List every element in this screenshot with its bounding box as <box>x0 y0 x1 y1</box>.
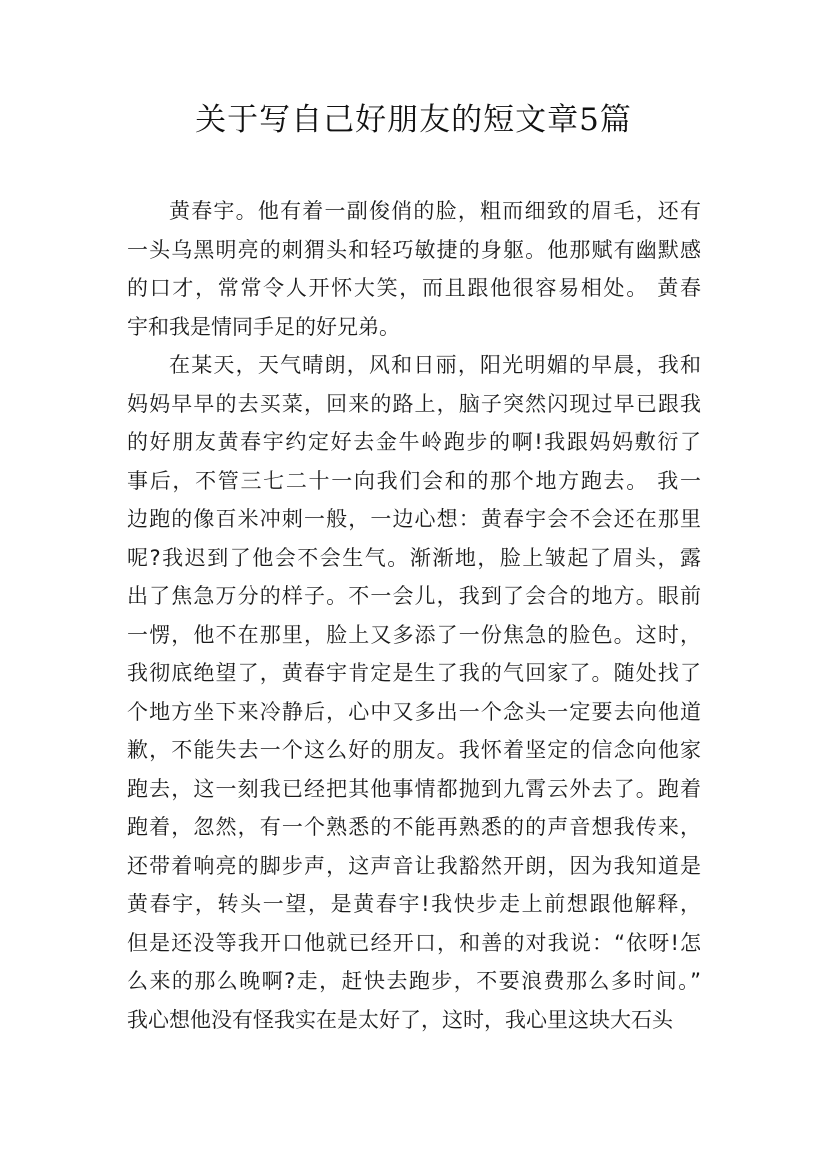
text-line: 妈妈早早的去买菜，回来的路上，脑子突然闪现过早已跟我 <box>127 391 701 416</box>
text-line: 一头乌黑明亮的刺猬头和轻巧敏捷的身躯。他那赋有幽默感 <box>127 237 701 262</box>
text-line: 但是还没等我开口他就已经开口，和善的对我说：“依呀!怎 <box>127 930 701 955</box>
text-line: 个地方坐下来冷静后，心中又多出一个念头一定要去向他道 <box>127 699 701 724</box>
text-line: 在某天，天气晴朗，风和日丽，阳光明媚的早晨，我和 <box>169 353 701 377</box>
text-line: 我心想他没有怪我实在是太好了，这时，我心里这块大石头 <box>127 1007 673 1032</box>
paragraph <box>127 192 701 346</box>
text-line: 呢?我迟到了他会不会生气。渐渐地，脸上皱起了眉头，露 <box>127 545 701 570</box>
text-line: 还带着响亮的脚步声，这声音让我豁然开朗，因为我知道是 <box>127 853 701 878</box>
text-line: 黄春宇。他有着一副俊俏的脸，粗而细致的眉毛，还有 <box>169 199 701 223</box>
text-line: 歉，不能失去一个这么好的朋友。我怀着坚定的信念向他家 <box>127 738 701 762</box>
text-line: 跑去，这一刻我已经把其他事情都抛到九霄云外去了。跑着 <box>127 776 701 801</box>
text-line: 宇和我是情同手足的好兄弟。 <box>127 314 400 339</box>
text-line: 出了焦急万分的样子。不一会儿，我到了会合的地方。眼前 <box>127 584 701 608</box>
text-line: 的口才，常常令人开怀大笑，而且跟他很容易相处。 黄春 <box>127 276 701 300</box>
document-title: 关于写自己好朋友的短文章5篇 <box>195 102 632 138</box>
text-line: 一愣，他不在那里，脸上又多添了一份焦急的脸色。这时， <box>127 622 701 647</box>
text-line: 跑着，忽然，有一个熟悉的不能再熟悉的的声音想我传来， <box>127 815 701 839</box>
paragraph <box>127 346 701 1039</box>
text-line: 事后，不管三七二十一向我们会和的那个地方跑去。 我一 <box>127 468 701 493</box>
text-line: 黄春宇，转头一望，是黄春宇!我快步走上前想跟他解释， <box>127 892 701 916</box>
text-line: 边跑的像百米冲刺一般，一边心想：黄春宇会不会还在那里 <box>127 507 701 531</box>
text-line: 我彻底绝望了，黄春宇肯定是生了我的气回家了。随处找了 <box>127 661 701 685</box>
document-body <box>127 192 701 1039</box>
text-line: 的好朋友黄春宇约定好去金牛岭跑步的啊!我跟妈妈敷衍了 <box>127 430 701 454</box>
text-line: 么来的那么晚啊?走，赶快去跑步，不要浪费那么多时间。” <box>127 969 701 993</box>
